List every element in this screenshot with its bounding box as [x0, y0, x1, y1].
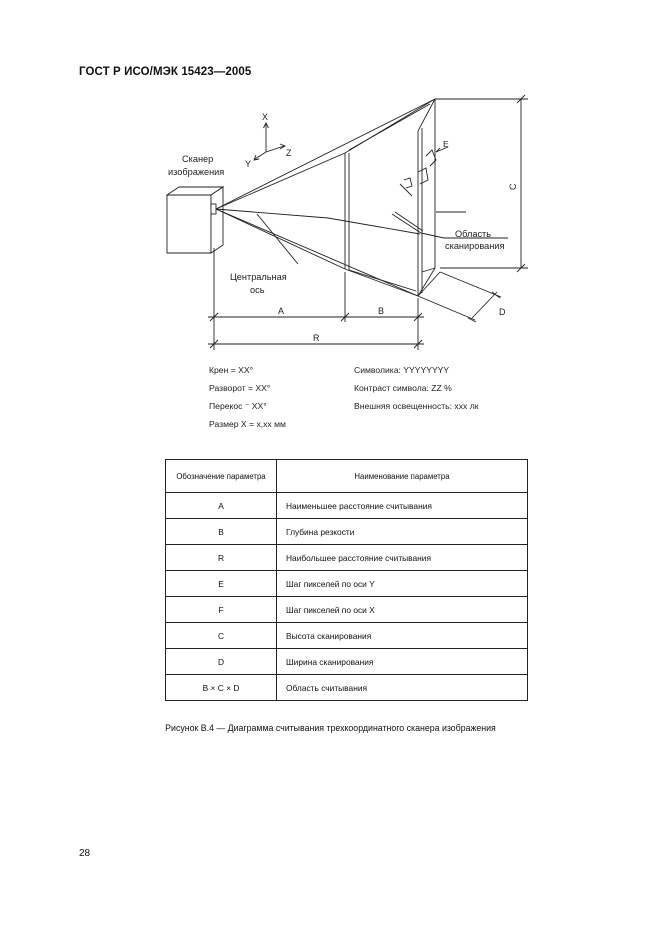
table-cell-name: Шаг пикселей по оси X [277, 597, 528, 623]
central-axis-pointer [257, 214, 298, 264]
table-row [166, 519, 528, 545]
document-header: ГОСТ Р ИСО/МЭК 15423—2005 [79, 66, 252, 78]
central-axis-label-line1: Центральная [230, 272, 287, 282]
table-cell-designation: F [166, 597, 277, 623]
scanner-diagram [0, 0, 661, 440]
params-right [354, 361, 478, 415]
scan-area-label-line1: Область [455, 229, 492, 239]
table-cell-designation: E [166, 571, 277, 597]
table-cell-designation: B × C × D [166, 675, 277, 701]
frustum-edge-mid [216, 153, 345, 209]
page-number: 28 [79, 848, 91, 859]
near-plane-bottom-inner [349, 270, 416, 291]
table-row [166, 597, 528, 623]
param-contrast: Контраст символа: ZZ % [354, 383, 452, 393]
frustum-edge-top [216, 99, 435, 209]
table-cell-name: Шаг пикселей по оси Y [277, 571, 528, 597]
param-skew: Перекос ⁻ XX° [209, 401, 267, 411]
table-cell-designation: C [166, 623, 277, 649]
far-bottom-2 [418, 272, 440, 296]
frustum-edge-bottom [216, 209, 418, 296]
scanner-label-line1: Сканер [182, 154, 214, 164]
symbol-line-3 [395, 212, 423, 231]
scanner-lens [211, 204, 216, 214]
param-illumination: Внешняя освещенность: xxx лк [354, 401, 479, 411]
near-plane [345, 99, 435, 296]
symbol-mark-1 [404, 178, 412, 188]
table-header-designation: Обозначение параметра [166, 460, 277, 493]
dim-d-line [472, 292, 497, 318]
table-cell-name: Наибольшее расстояние считывания [277, 545, 528, 571]
scan-area-pointer-2 [421, 233, 444, 238]
dim-d-ext-2 [418, 296, 475, 320]
dim-r-label: R [313, 333, 320, 343]
param-size: Размер X = x,xx мм [209, 419, 286, 429]
param-roll: Крен = XX° [209, 365, 254, 375]
table-cell-name: Наименьшее расстояние считывания [277, 493, 528, 519]
scanner-label-line2: изображения [168, 167, 225, 177]
dim-b-label: B [378, 306, 385, 316]
dim-d-label: D [499, 307, 506, 317]
symbol-mark-4 [400, 184, 412, 196]
axis-y-line [255, 152, 266, 159]
table-cell-name: Глубина резкости [277, 519, 528, 545]
dim-a-label: A [278, 306, 285, 316]
axis-z-label: Z [286, 148, 292, 158]
params-left [209, 361, 286, 433]
param-symbology: Символика: YYYYYYYY [354, 365, 450, 375]
table-row [166, 493, 528, 519]
table-row [166, 571, 528, 597]
symbol-mark-3 [426, 150, 436, 166]
figure-caption: Рисунок B.4 — Диаграмма считывания трехкоординатного сканера изображения [165, 723, 496, 733]
axis-x-label: X [262, 112, 269, 122]
axis-y-label: Y [245, 159, 252, 169]
axis-y-arrow [254, 155, 259, 160]
table-row [166, 675, 528, 701]
table-cell-name: Ширина сканирования [277, 649, 528, 675]
table-row [166, 649, 528, 675]
table-cell-designation: R [166, 545, 277, 571]
dim-d-ext-1 [440, 272, 501, 297]
parameter-table [165, 459, 528, 701]
axis-z-line [266, 146, 284, 152]
table-cell-designation: D [166, 649, 277, 675]
table-cell-name: Область считывания [277, 675, 528, 701]
central-axis-label-line2: ось [250, 285, 265, 295]
symbol-mark-2 [418, 168, 428, 184]
scanner-box-side [211, 187, 223, 253]
table-cell-name: Высота сканирования [277, 623, 528, 649]
scanner-box-front [167, 195, 211, 253]
scan-area-label-line2: сканирования [445, 241, 505, 251]
param-rotation: Разворот = XX° [209, 383, 271, 393]
symbol-line-1 [328, 218, 420, 234]
table-row [166, 545, 528, 571]
table-cell-designation: B [166, 519, 277, 545]
table-header-row [166, 460, 528, 493]
table-row [166, 623, 528, 649]
table-header-name: Наименование параметра [277, 460, 528, 493]
dim-c-label: C [508, 183, 518, 190]
table-cell-designation: A [166, 493, 277, 519]
dim-e-label: E [443, 139, 449, 149]
